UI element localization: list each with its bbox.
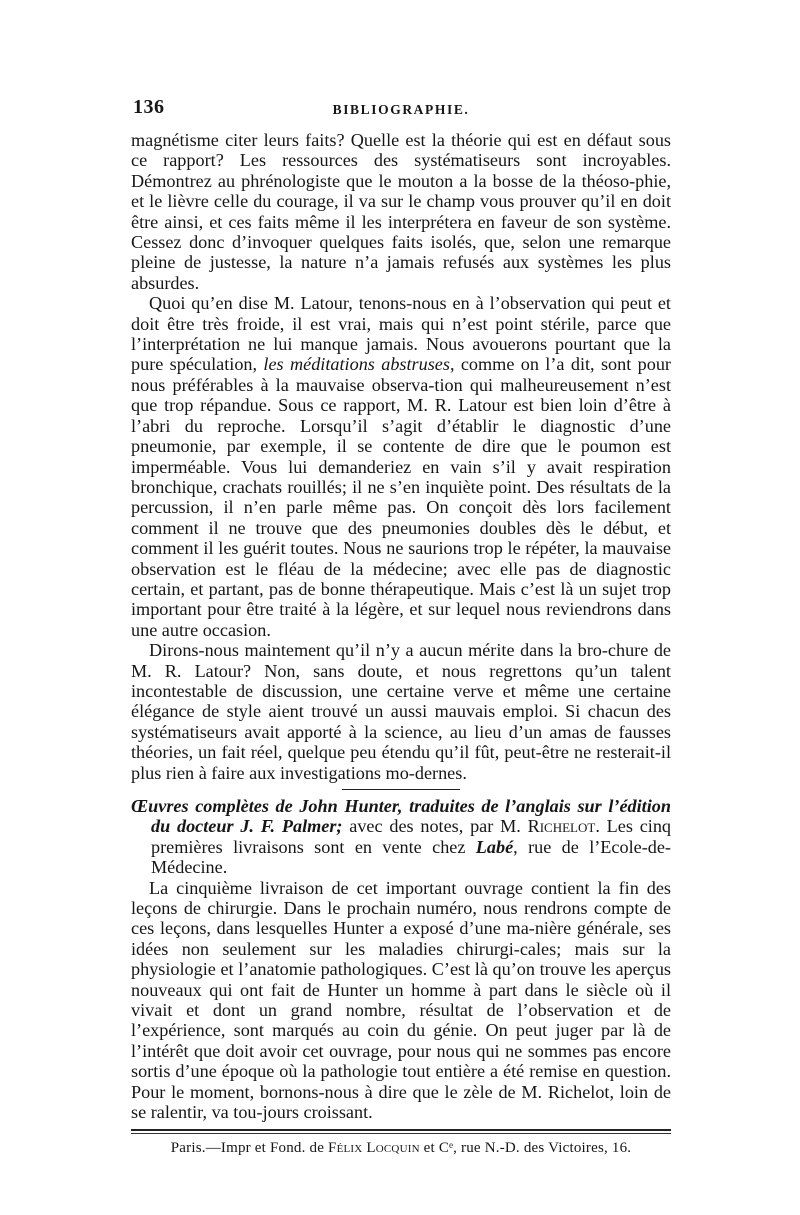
imprint-end: et Cᵉ, rue N.-D. des Victoires, 16. xyxy=(419,1139,632,1156)
main-text xyxy=(131,130,671,1123)
entry-address: , rue de l’Ecole-de-Médecine. xyxy=(151,836,671,878)
book-page xyxy=(131,96,671,1157)
imprint-start: Paris.—Impr et Fond. de xyxy=(170,1139,329,1156)
bibliography-entry xyxy=(131,796,671,878)
imprint-printer: Félix Locquin xyxy=(328,1139,420,1156)
section-divider xyxy=(342,789,460,790)
entry-title: Œuvres complètes de John Hunter, traduites de l’anglais sur l’édition du docteur J. F. Palmer; xyxy=(131,796,671,837)
paragraph-1: magnétisme citer leurs faits? Quelle est la théorie qui est en défaut sous ce rapport? Les ressources des systématiseurs sont incroyables. Démontrez au phrénologiste que le mouton a la bosse de la théoso-phie, et le lièvre celle du courage, il va sur le champ vous prouver qu’il en doit être ainsi, et ces faits même il les interprétera en faveur de son système. Cessez donc d’invoquer quelques faits isolés, que, selon une remarque pleine de justesse, la nature n’a jamais refusés aux systèmes les plus absurdes. xyxy=(131,130,671,293)
running-head: BIBLIOGRAPHIE. xyxy=(332,102,470,117)
paragraph-2-end: , comme on l’a dit, sont pour nous préférables à la mauvaise observa-tion qui malheureusement n’est que trop répandue. Sous ce rapport, M. R. Latour est bien loin d’être à l’abri du reproche. Lorsqu’il s’agit d’établir le diagnostic d’une pneumonie, par exemple, il se contente de dire que le poumon est imperméable. Vous lui demanderiez en vain s’il y avait respiration bronchique, crachats rouillés; il ne s’en inquiète point. Des résultats de la percussion, il n’en parle même pas. On conçoit dès lors facilement comment il ne trouve que des pneumonies doubles dès le début, et comment il les guérit toutes. Nous ne saurions trop le répéter, la mauvaise observation est le fléau de la médecine; avec elle pas de diagnostic certain, et partant, pas de bonne thérapeutique. Mais c’est là un sujet trop important pour être traité à la légère, et sur lequel nous reviendrons dans une autre occasion. xyxy=(131,354,671,640)
entry-sale-text: . Les cinq premières livraisons sont en vente chez xyxy=(151,816,672,857)
printer-imprint xyxy=(131,1140,671,1157)
paragraph-2-start: Quoi qu’en dise M. Latour, tenons-nous en à l’observation qui peut et doit être très froide, il est vrai, mais qui n’est point stérile, parce que l’interprétation ne lui manque jamais. Nous avouerons pourtant que la pure spéculation, xyxy=(131,293,671,375)
entry-notes-text: avec des notes, par M. xyxy=(342,816,528,837)
page-number: 136 xyxy=(133,96,165,118)
entry-author: Richelot xyxy=(527,816,596,837)
footer-rule-thin xyxy=(131,1133,671,1134)
paragraph-2 xyxy=(131,293,671,640)
footer-rule-thick xyxy=(131,1129,671,1131)
paragraph-3: Dirons-nous maintement qu’il n’y a aucun mérite dans la bro-chure de M. R. Latour? Non, sans doute, et nous regrettons qu’un talent incontestable de discussion, une certaine verve et même une certaine élégance de style aient trouvé un aussi mauvais emploi. Si chacun des systématiseurs avait apporté à la science, au lieu d’un amas de fausses théories, un fait réel, quelque peu étendu qu’il fût, peut-être ne resterait-il plus rien à faire aux investigations mo-dernes. xyxy=(131,640,671,783)
paragraph-2-emphasis: les méditations abstruses xyxy=(263,354,450,375)
page-header xyxy=(131,96,671,130)
entry-publisher: Labé xyxy=(475,836,514,857)
paragraph-4: La cinquième livraison de cet important ouvrage contient la fin des leçons de chirurgie. Dans le prochain numéro, nous rendrons compte de ces leçons, dans lesquelles Hunter a exposé d’une ma-nière générale, ses idées non seulement sur les maladies chirurgi-cales; mais sur la physiologie et l’anatomie pathologiques. C’est là qu’on trouve les aperçus nouveaux qui ont fait de Hunter un homme à part dans le siècle où il vivait et dont un grand nombre, résultat de l’observation et de l’expérience, sont marqués au coin du génie. On peut juger par là de l’intérêt que doit avoir cet ouvrage, pour nous qui ne sommes pas encore sortis d’une époque où la pathologie tout entière a été remise en question. Pour le moment, bornons-nous à dire que le zèle de M. Richelot, loin de se ralentir, va tou-jours croissant. xyxy=(131,877,671,1123)
